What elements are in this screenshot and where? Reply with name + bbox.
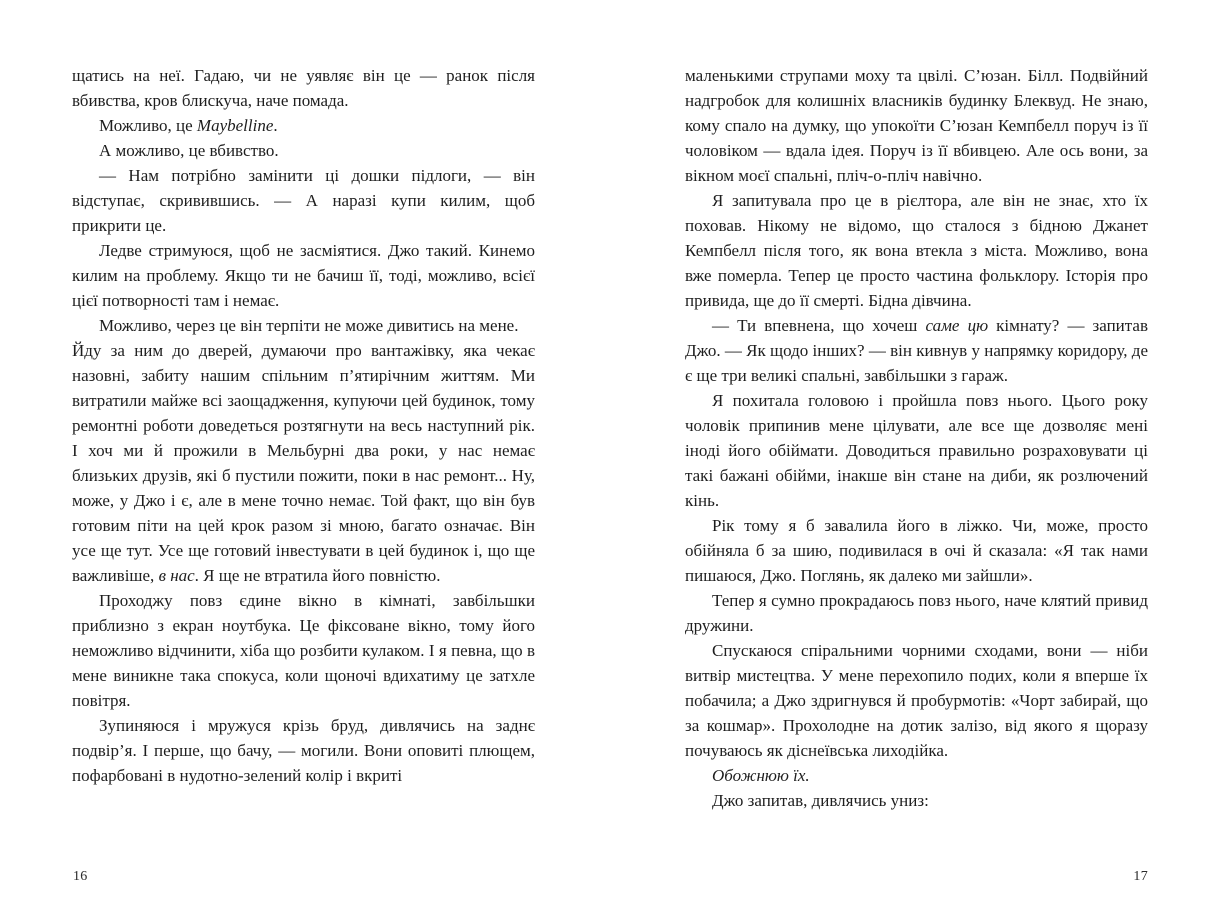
body-text: Тепер я сумно прокрадаюсь повз нього, наче клятий привид дружини. <box>685 591 1148 635</box>
body-text: кімнату? — запитав Джо. — Як щодо інших? — він кивнув у напрямку коридору, де є ще три великі спальні, завбільшки з гараж. <box>685 316 1148 385</box>
body-text: Можливо, через це він терпіти не може дивитись на мене. <box>99 316 519 335</box>
body-text: Йду за ним до дверей, думаючи про вантажівку, яка чекає назовні, забиту нашим спільним п’ятирічним життям. Ми витратили майже всі заощадження, купуючи цей будинок, тому ремонтні роботи доведеться розтягнути на весь наступний рік. І хоч ми й прожили в Мельбурні два роки, у нас немає близьких друзів, які б пустили пожити, поки в нас ремонт... Ну, може, у Джо і є, але в мене точно немає. Той факт, що він був готовим піти на цей крок разом зі мною, багато означає. Він усе ще тут. Усе ще готовий інвестувати в цей будинок і, що ще важливіше, <box>72 341 535 585</box>
body-text: Проходжу повз єдине вікно в кімнаті, завбільшки приблизно з екран ноутбука. Це фіксоване вікно, тому його неможливо відчинити, хіба що розбити кулаком. І я певна, що в мене виникне така спокуса, коли щоночі вдихатиму це затхле повітря. <box>72 591 535 710</box>
body-text: — Ти впевнена, що хочеш <box>712 316 926 335</box>
paragraph <box>72 313 535 338</box>
body-text: маленькими струпами моху та цвілі. С’юзан. Білл. Подвійний надгробок для колишніх власників будинку Блеквуд. Не знаю, кому спало на думку, що упокоїти С’юзан Кемпбелл поруч із її чоловіком — вдала ідея. Поруч із її вбивцею. Але ось вони, за вікном моєї спальні, пліч-о-пліч навічно. <box>685 66 1148 185</box>
paragraph <box>685 638 1148 763</box>
page-right-text <box>685 63 1148 813</box>
paragraph <box>685 588 1148 638</box>
paragraph <box>685 388 1148 513</box>
emphasized-text: Обожнюю їх. <box>712 766 810 785</box>
paragraph <box>72 163 535 238</box>
body-text: Рік тому я б завалила його в ліжко. Чи, може, просто обійняла б за шию, подивилася в очі й сказала: «Я так нами пишаюся, Джо. Поглянь, як далеко ми зайшли». <box>685 516 1148 585</box>
paragraph <box>72 113 535 138</box>
emphasized-text: саме цю <box>925 316 989 335</box>
emphasized-text: в нас <box>158 566 195 585</box>
paragraph <box>685 513 1148 588</box>
paragraph <box>685 788 1148 813</box>
body-text: Джо запитав, дивлячись униз: <box>712 791 929 810</box>
paragraph <box>72 238 535 313</box>
paragraph <box>72 713 535 788</box>
paragraph <box>72 588 535 713</box>
paragraph <box>685 763 1148 788</box>
paragraph <box>685 313 1148 388</box>
body-text: — Нам потрібно замінити ці дошки підлоги, — він відступає, скривившись. — А наразі купи килим, щоб прикрити це. <box>72 166 535 235</box>
body-text: Ледве стримуюся, щоб не засміятися. Джо такий. Кинемо килим на проблему. Якщо ти не бачиш її, тоді, можливо, всієї цієї потворності там і немає. <box>72 241 535 310</box>
body-text: Я запитувала про це в рієлтора, але він не знає, хто їх поховав. Нікому не відомо, що сталося з бідною Джанет Кемпбелл після того, як вона втекла з міста. Можливо, вона вже померла. Тепер це просто частина фольклору. Історія про привида, ще до її смерті. Бідна дівчина. <box>685 191 1148 310</box>
body-text: Я похитала головою і пройшла повз нього. Цього року чоловік припинив мене цілувати, але все ще дозволяє мені іноді його обіймати. Доводиться правильно розраховувати ці такі бажані обійми, інакше він стане на диби, як розлючений кінь. <box>685 391 1148 510</box>
page-number-left: 16 <box>73 869 88 884</box>
body-text: Можливо, це <box>99 116 197 135</box>
body-text: А можливо, це вбивство. <box>99 141 279 160</box>
paragraph <box>72 138 535 163</box>
body-text: . Я ще не втратила його повністю. <box>194 566 441 585</box>
page-number-right: 17 <box>1133 869 1148 884</box>
emphasized-text: Maybelline <box>196 116 274 135</box>
body-text: Зупиняюся і мружуся крізь бруд, дивлячись на заднє подвір’я. І перше, що бачу, — могили. Вони оповиті плющем, пофарбовані в нудотно-зелений колір і вкриті <box>72 716 535 785</box>
body-text: . <box>273 116 278 135</box>
body-text: щатись на неї. Гадаю, чи не уявляє він це — ранок після вбивства, кров блискуча, наче помада. <box>72 66 535 110</box>
body-text: Спускаюся спіральними чорними сходами, вони — ніби витвір мистецтва. У мене перехопило подих, коли я вперше їх побачила; а Джо здригнувся й пробурмотів: «Чорт забирай, що за кошмар». Прохолодне на дотик залізо, від якого я щоразу почуваюсь як діснеївська лиходійка. <box>685 641 1148 760</box>
paragraph <box>685 188 1148 313</box>
paragraph <box>72 63 535 113</box>
paragraph <box>72 338 535 588</box>
paragraph <box>685 63 1148 188</box>
page-left-text <box>72 63 535 788</box>
